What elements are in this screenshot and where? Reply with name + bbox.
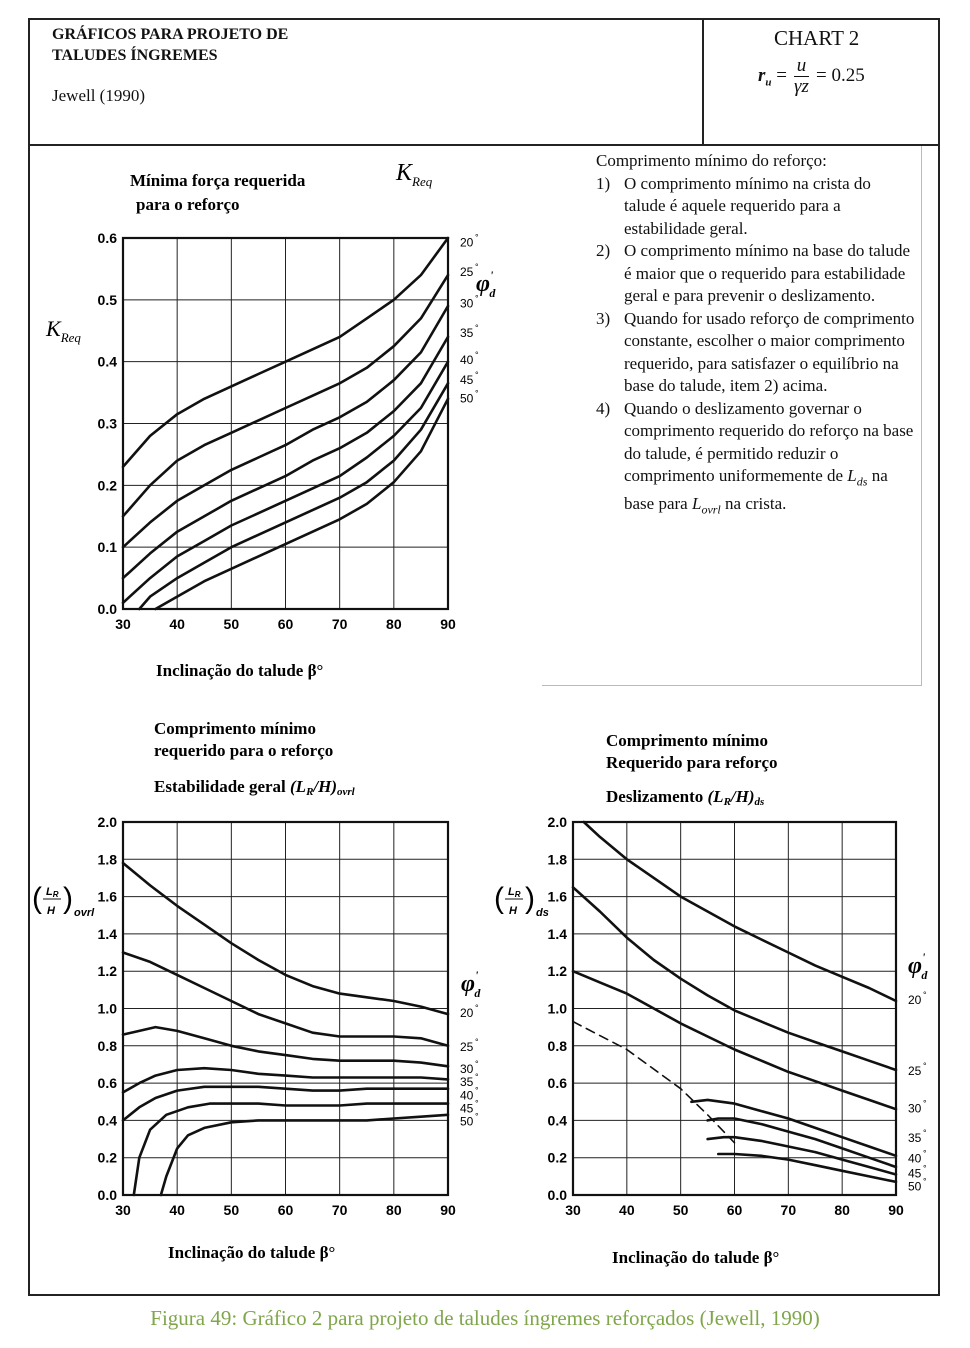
ovrl-series-label-25: 25 [460,1039,474,1054]
ds-series-label-degree: ° [923,1098,927,1109]
ovrl-title-var-end: /H) [313,777,338,796]
ds-plot-area [548,814,927,1218]
note-item [596,173,915,241]
ovrl-series-label-50: 50 [460,1114,474,1129]
ds-title-text: Deslizamento [606,787,704,806]
ds-y-tick-label: 1.2 [547,963,567,980]
note-number: 3) [596,308,611,328]
ovrl-y-tick-label: 1.6 [97,888,117,905]
kreq-ylabel-k: K [46,316,61,341]
ovrl-phi: φ [461,971,476,997]
ovrl-x-tick-label: 40 [169,1202,185,1218]
ovrl-y-tick-label: 1.8 [97,851,117,868]
ds-y-tick-label: 0.4 [547,1112,567,1129]
ovrl-y-tick-label: 0.0 [97,1187,117,1203]
kreq-phi-label [476,268,496,300]
kreq-y-tick-label: 0.6 [97,230,117,246]
notes-title: Comprimento mínimo do reforço: [596,151,827,170]
note-number: 2) [596,241,611,260]
kreq-corner-sub: Req [412,174,433,189]
ovrl-ylabel-den: H [47,905,55,917]
ovrl-title-var-sub2: ovrl [337,786,355,798]
ds-series-label-degree: ° [923,1176,927,1187]
ds-series-label-50: 50 [908,1179,922,1194]
ds-y-tick-label: 0.8 [547,1037,567,1054]
ds-x-tick-label: 50 [672,1202,689,1218]
ds-chart [494,696,934,1292]
note-text: O comprimento mínimo na base do talude é maior que o requerido para estabilidade geral e para prevenir o deslizamento. [624,241,911,305]
ovrl-y-tick-label: 1.4 [97,925,117,942]
note-text: O comprimento mínimo na crista do talude é aquele requerido para a estabilidade geral. [624,173,871,238]
ovrl-x-tick-label: 30 [115,1202,131,1218]
ovrl-ylabel-num-sub: R [52,890,59,899]
ds-title-var-sub: R [723,796,731,808]
notes-list [596,173,915,521]
ovrl-series-label-35: 35 [460,1075,474,1090]
ds-ylabel [494,882,549,919]
note-text-b: na base para [624,466,888,513]
kreq-x-tick-label: 90 [440,616,456,632]
kreq-y-tick-label: 0.3 [97,415,117,432]
note-var-ovrl: ovrl [701,502,721,517]
ovrl-series-label-40: 40 [460,1088,474,1103]
ovrl-ylabel-paren-close: ) [63,882,73,915]
kreq-series-label-45: 45 [460,372,474,387]
ovrl-series-label-degree: ° [475,1059,479,1070]
ovrl-ylabel-sub: ovrl [74,907,95,919]
chart-name: CHART 2 [774,26,860,50]
ovrl-y-tick-label: 2.0 [97,814,117,830]
kreq-ylabel-sub: Req [60,330,81,345]
ds-title-var: (L [707,787,724,806]
note-text-c: na crista. [720,493,787,513]
ovrl-x-tick-label: 50 [223,1202,240,1218]
ovrl-ylabel-paren-open: ( [32,882,42,915]
note-var-l: L [847,466,857,485]
ds-phi-sup: ' [922,950,926,964]
kreq-corner-label [395,160,433,189]
kreq-x-tick-label: 60 [277,616,294,632]
ovrl-series-label-degree: ° [475,1072,479,1083]
ovrl-title-var-sub: R [306,786,314,798]
ovrl-title-line1: Comprimento mínimo [154,719,316,738]
ovrl-y-tick-label: 0.6 [97,1075,117,1092]
ratio-fraction [794,56,810,97]
ds-series-line-40 [708,1119,896,1168]
ds-ylabel-num-l: L [508,886,515,898]
kreq-series-label-30: 30 [460,296,474,311]
ds-phi-sub: d [921,968,928,982]
ds-y-tick-label: 1.0 [547,1000,567,1017]
ds-y-tick-label: 2.0 [547,814,567,830]
ovrl-series-label-degree: ° [475,1036,479,1047]
note-text: Quando for usado reforço de comprimento constante, escolher o maior comprimento requerido, para satisfazer o equilíbrio na base do talude, item 2) acima. [624,308,915,395]
ds-x-tick-label: 90 [888,1202,904,1218]
ovrl-y-tick-label: 0.2 [97,1149,117,1166]
ds-x-tick-label: 60 [726,1202,743,1218]
ds-x-tick-label: 40 [619,1202,635,1218]
ovrl-chart [28,696,528,1292]
note-item [596,240,915,308]
kreq-x-tick-label: 50 [223,616,240,632]
ds-y-tick-label: 1.6 [547,888,567,905]
ds-series-label-30: 30 [908,1101,922,1116]
note-number: 1) [596,173,611,193]
ds-ylabel-paren-close: ) [525,882,535,915]
ds-y-tick-label: 1.8 [547,851,567,868]
ovrl-x-tick-label: 70 [331,1202,348,1218]
kreq-chart [28,146,542,696]
kreq-y-tick-label: 0.0 [97,601,117,617]
header-title [52,24,288,66]
ds-series-label-25: 25 [908,1064,922,1079]
ovrl-y-tick-label: 1.2 [97,963,117,980]
ovrl-series-label-degree: ° [475,1085,479,1096]
note-text-a: Quando o deslizamento governar o comprimento requerido do reforço na base do talude, é permitido reduzir o comprimento uniformemente de [624,398,914,485]
note-var-l2: L [691,493,702,513]
ds-y-tick-label: 0.6 [547,1075,567,1092]
ovrl-series-label-degree: ° [475,1003,479,1014]
ds-x-tick-label: 70 [780,1202,797,1218]
kreq-x-tick-label: 80 [386,616,402,632]
kreq-series-label-35: 35 [460,325,474,340]
ds-series-line-45 [708,1137,896,1174]
ds-title-line1: Comprimento mínimo [606,731,768,750]
ovrl-phi-label [461,968,481,1000]
ds-series-label-degree: ° [923,1163,927,1174]
ds-series-label-20: 20 [908,993,922,1008]
ratio-equals: = [776,64,787,86]
kreq-y-tick-label: 0.1 [97,539,117,556]
header-author: Jewell (1990) [52,86,146,105]
ovrl-phi-sup: ' [475,968,479,982]
header-title-line2: TALUDES ÍNGREMES [52,47,218,64]
kreq-plot-area [98,230,479,632]
ovrl-title-text: Estabilidade geral [154,777,286,796]
ds-series-label-45: 45 [908,1166,922,1181]
ds-x-tick-label: 30 [565,1202,581,1218]
kreq-series-label-degree: ° [475,261,479,272]
ds-ylabel-num-sub: R [514,890,521,899]
notes-panel [542,146,922,686]
kreq-series-line-50 [156,399,449,609]
kreq-phi-sup: ' [490,268,494,282]
kreq-y-tick-label: 0.2 [97,477,117,494]
ovrl-title-var: (L [290,777,307,796]
ovrl-x-tick-label: 90 [440,1202,456,1218]
note-var-ds: ds [856,474,868,489]
kreq-series-label-50: 50 [460,391,474,406]
kreq-corner-k: K [396,160,413,186]
ovrl-title-line3 [154,777,356,798]
kreq-title-line1: Mínima força requerida [130,171,306,190]
kreq-series-label-degree: ° [475,350,479,361]
kreq-x-tick-label: 40 [169,616,185,632]
ovrl-x-tick-label: 80 [386,1202,402,1218]
ds-phi: φ [908,953,923,979]
note-item [596,398,915,521]
ovrl-series-label-degree: ° [475,1098,479,1109]
kreq-ylabel [45,316,81,345]
ds-series-label-degree: ° [923,990,927,1001]
ovrl-series-line-50 [161,1115,448,1195]
ratio-denominator: γz [794,76,809,97]
ds-ylabel-sub: ds [536,907,549,919]
header-title-line1: GRÁFICOS PARA PROJETO DE [52,26,289,43]
ds-series-label-degree: ° [923,1061,927,1072]
kreq-x-tick-label: 30 [115,616,131,632]
ovrl-ylabel [32,882,95,919]
kreq-series-label-degree: ° [475,388,479,399]
ds-series-label-degree: ° [923,1128,927,1139]
kreq-series-label-40: 40 [460,353,474,368]
ds-series-label-degree: ° [923,1148,927,1159]
ds-xlabel: Inclinação do talude β° [612,1248,780,1267]
ovrl-y-tick-label: 0.8 [97,1037,117,1054]
kreq-y-tick-label: 0.4 [97,353,117,370]
ovrl-y-tick-label: 1.0 [97,1000,117,1017]
kreq-phi: φ [476,271,491,297]
ratio-numerator: u [794,56,810,77]
pore-pressure-ratio [758,56,865,97]
ovrl-series-label-30: 30 [460,1062,474,1077]
kreq-xlabel: Inclinação do talude β° [156,661,324,680]
ovrl-series-label-degree: ° [475,1111,479,1122]
ovrl-series-label-20: 20 [460,1006,474,1021]
ds-ylabel-paren-open: ( [494,882,504,915]
ds-series-label-35: 35 [908,1131,922,1146]
kreq-phi-sub: d [489,286,496,300]
kreq-series-label-degree: ° [475,293,479,304]
ds-series-line-20 [584,822,896,1001]
ovrl-x-tick-label: 60 [277,1202,294,1218]
ratio-lhs: r [758,64,766,86]
ds-title-line2: Requerido para reforço [606,753,778,772]
ds-series-label-40: 40 [908,1151,922,1166]
ovrl-y-tick-label: 0.4 [97,1112,117,1129]
kreq-x-tick-label: 70 [331,616,348,632]
ds-dashed-limit-line [573,1022,735,1143]
ds-title-line3 [606,787,764,808]
ds-y-tick-label: 1.4 [547,925,567,942]
ds-x-tick-label: 80 [834,1202,850,1218]
ds-phi-label [908,950,928,982]
ds-y-tick-label: 0.2 [547,1149,567,1166]
ovrl-xlabel: Inclinação do talude β° [168,1243,336,1262]
kreq-series-label-25: 25 [460,264,474,279]
kreq-series-label-degree: ° [475,369,479,380]
ovrl-plot-area [98,814,479,1218]
note-item [596,308,915,398]
ovrl-ylabel-num-l: L [46,886,53,898]
ratio-rhs: = 0.25 [816,64,865,86]
ds-ylabel-den: H [509,905,517,917]
note-number: 4) [596,398,611,418]
ds-ylabel-num [508,886,521,899]
ds-y-tick-label: 0.0 [547,1187,567,1203]
kreq-title-line2: para o reforço [136,195,240,214]
ovrl-ylabel-num [46,886,59,899]
ovrl-phi-sub: d [474,986,481,1000]
ovrl-title-line2: requerido para o reforço [154,741,334,760]
kreq-series-label-20: 20 [460,235,474,250]
ds-title-var-end: /H) [730,787,755,806]
note-text [624,398,914,517]
ovrl-series-label-45: 45 [460,1101,474,1116]
ds-title-var-sub2: ds [754,796,765,808]
figure-caption: Figura 49: Gráfico 2 para projeto de taludes íngremes reforçados (Jewell, 1990) [150,1306,820,1330]
ratio-lhs-sub: u [765,76,772,89]
kreq-y-tick-label: 0.5 [97,291,117,308]
kreq-series-label-degree: ° [475,232,479,243]
kreq-series-label-degree: ° [475,322,479,333]
